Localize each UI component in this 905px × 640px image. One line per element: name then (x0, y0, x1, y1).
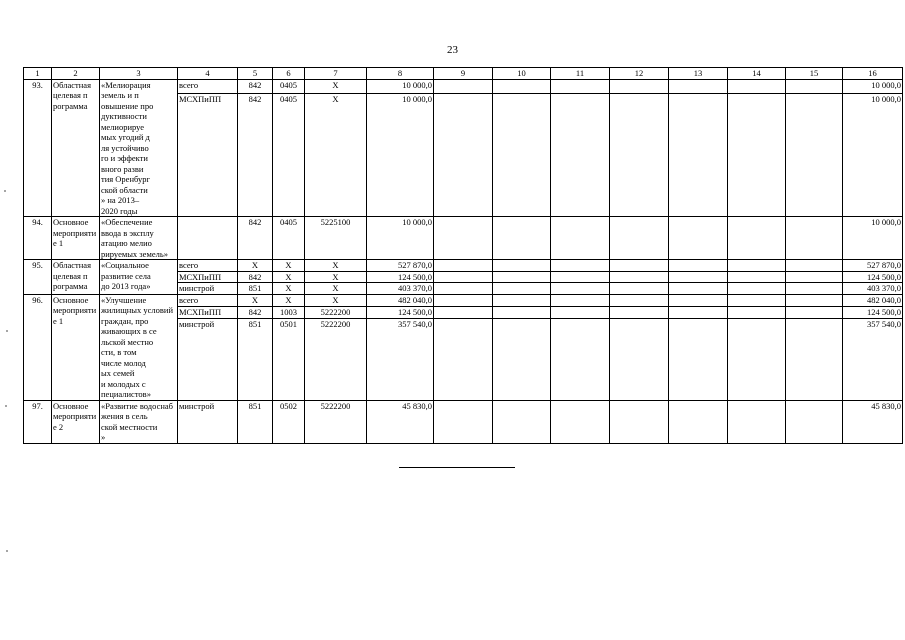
amount-col-16: 124 500,0 (843, 271, 903, 283)
empty-cell-col-12 (610, 79, 669, 93)
empty-cell-col-13 (669, 217, 728, 260)
empty-cell-col-11 (551, 306, 610, 318)
amount-col-16: 357 540,0 (843, 318, 903, 400)
empty-cell-col-12 (610, 318, 669, 400)
empty-cell-col-15 (786, 217, 843, 260)
section-code: 1003 (273, 306, 305, 318)
empty-cell-col-13 (669, 271, 728, 283)
empty-cell-col-12 (610, 271, 669, 283)
header-col-16: 16 (843, 68, 903, 80)
scan-speck (6, 330, 8, 332)
empty-cell-col-9 (434, 217, 493, 260)
empty-cell-col-10 (493, 79, 551, 93)
header-col-3: 3 (100, 68, 178, 80)
empty-cell-col-13 (669, 283, 728, 295)
section-code: 0502 (273, 400, 305, 443)
empty-cell-col-10 (493, 283, 551, 295)
header-col-11: 11 (551, 68, 610, 80)
ministry-code: X (238, 260, 273, 272)
row-number: 94. (24, 217, 52, 260)
section-code: X (273, 271, 305, 283)
header-col-12: 12 (610, 68, 669, 80)
empty-cell-col-14 (728, 400, 786, 443)
empty-cell-col-10 (493, 318, 551, 400)
total-amount: 10 000,0 (367, 93, 434, 216)
total-amount: 527 870,0 (367, 260, 434, 272)
empty-cell-col-15 (786, 79, 843, 93)
empty-cell-col-14 (728, 294, 786, 306)
empty-cell-col-12 (610, 400, 669, 443)
program-title: «Развитие водоснаб жения в сель ской местности » (100, 400, 178, 443)
empty-cell-col-14 (728, 260, 786, 272)
empty-cell-col-12 (610, 283, 669, 295)
amount-col-16: 10 000,0 (843, 93, 903, 216)
section-code: 0405 (273, 79, 305, 93)
empty-cell-col-15 (786, 400, 843, 443)
empty-cell-col-10 (493, 271, 551, 283)
program-type: Основное мероприяти е 1 (52, 294, 100, 400)
row-number: 97. (24, 400, 52, 443)
ministry-code: X (238, 294, 273, 306)
empty-cell-col-14 (728, 217, 786, 260)
table-row (24, 79, 903, 93)
article-code: 5225100 (305, 217, 367, 260)
empty-cell-col-9 (434, 93, 493, 216)
ministry-code: 851 (238, 318, 273, 400)
empty-cell-col-11 (551, 294, 610, 306)
header-col-5: 5 (238, 68, 273, 80)
executor: минстрой (178, 318, 238, 400)
table-row (24, 217, 903, 260)
row-number: 93. (24, 79, 52, 217)
empty-cell-col-11 (551, 271, 610, 283)
total-amount: 124 500,0 (367, 271, 434, 283)
empty-cell-col-14 (728, 79, 786, 93)
empty-cell-col-11 (551, 79, 610, 93)
empty-cell-col-11 (551, 217, 610, 260)
empty-cell-col-9 (434, 294, 493, 306)
empty-cell-col-11 (551, 93, 610, 216)
empty-cell-col-13 (669, 400, 728, 443)
empty-cell-col-9 (434, 283, 493, 295)
page-number: 23 (447, 44, 458, 56)
program-type: Областная целевая п рограмма (52, 260, 100, 295)
empty-cell-col-10 (493, 306, 551, 318)
empty-cell-col-15 (786, 260, 843, 272)
empty-cell-col-15 (786, 283, 843, 295)
program-title: «Социальное развитие села до 2013 года» (100, 260, 178, 295)
empty-cell-col-9 (434, 318, 493, 400)
empty-cell-col-15 (786, 306, 843, 318)
header-col-13: 13 (669, 68, 728, 80)
total-amount: 10 000,0 (367, 79, 434, 93)
total-amount: 45 830,0 (367, 400, 434, 443)
total-amount: 482 040,0 (367, 294, 434, 306)
article-code: 5222200 (305, 400, 367, 443)
empty-cell-col-13 (669, 294, 728, 306)
row-number: 96. (24, 294, 52, 400)
section-code: X (273, 294, 305, 306)
executor: МСХПиПП (178, 271, 238, 283)
empty-cell-col-11 (551, 283, 610, 295)
article-code: X (305, 271, 367, 283)
article-code: 5222200 (305, 318, 367, 400)
article-code: X (305, 283, 367, 295)
header-col-9: 9 (434, 68, 493, 80)
scan-speck (5, 405, 7, 407)
empty-cell-col-9 (434, 260, 493, 272)
empty-cell-col-9 (434, 400, 493, 443)
empty-cell-col-13 (669, 93, 728, 216)
total-amount: 10 000,0 (367, 217, 434, 260)
empty-cell-col-10 (493, 400, 551, 443)
executor: всего (178, 294, 238, 306)
header-col-14: 14 (728, 68, 786, 80)
section-code: 0405 (273, 217, 305, 260)
executor (178, 217, 238, 260)
empty-cell-col-14 (728, 283, 786, 295)
section-code: X (273, 283, 305, 295)
amount-col-16: 527 870,0 (843, 260, 903, 272)
header-col-10: 10 (493, 68, 551, 80)
empty-cell-col-9 (434, 306, 493, 318)
empty-cell-col-10 (493, 93, 551, 216)
header-col-8: 8 (367, 68, 434, 80)
ministry-code: 842 (238, 93, 273, 216)
empty-cell-col-15 (786, 93, 843, 216)
program-type: Основное мероприяти е 2 (52, 400, 100, 443)
program-type: Основное мероприяти е 1 (52, 217, 100, 260)
total-amount: 357 540,0 (367, 318, 434, 400)
empty-cell-col-14 (728, 318, 786, 400)
empty-cell-col-13 (669, 318, 728, 400)
amount-col-16: 124 500,0 (843, 306, 903, 318)
program-title: «Мелиорация земель и п овышение про дуктивности мелиорируе мых угодий д ля устойчиво го и эффекти вного разви тия Оренбург ской области » на 2013– 2020 годы (100, 79, 178, 217)
section-code: 0501 (273, 318, 305, 400)
budget-table (23, 67, 903, 444)
empty-cell-col-12 (610, 217, 669, 260)
empty-cell-col-9 (434, 271, 493, 283)
header-col-7: 7 (305, 68, 367, 80)
program-type: Областная целевая п рограмма (52, 79, 100, 217)
ministry-code: 842 (238, 79, 273, 93)
article-code: X (305, 294, 367, 306)
empty-cell-col-13 (669, 79, 728, 93)
header-col-6: 6 (273, 68, 305, 80)
section-code: X (273, 260, 305, 272)
article-code: 5222200 (305, 306, 367, 318)
empty-cell-col-15 (786, 294, 843, 306)
empty-cell-col-13 (669, 260, 728, 272)
ministry-code: 851 (238, 400, 273, 443)
executor: минстрой (178, 283, 238, 295)
article-code: X (305, 93, 367, 216)
empty-cell-col-12 (610, 306, 669, 318)
row-number: 95. (24, 260, 52, 295)
total-amount: 403 370,0 (367, 283, 434, 295)
program-title: «Улучшение жилищных условий граждан, про живающих в се льской местно сти, в том числе молод ых семей и молодых с пециалистов» (100, 294, 178, 400)
header-col-15: 15 (786, 68, 843, 80)
empty-cell-col-11 (551, 400, 610, 443)
table-row (24, 294, 903, 306)
article-code: X (305, 79, 367, 93)
table-row (24, 260, 903, 272)
header-row (24, 68, 903, 80)
ministry-code: 842 (238, 271, 273, 283)
executor: минстрой (178, 400, 238, 443)
amount-col-16: 10 000,0 (843, 79, 903, 93)
total-amount: 124 500,0 (367, 306, 434, 318)
empty-cell-col-12 (610, 294, 669, 306)
executor: всего (178, 260, 238, 272)
empty-cell-col-9 (434, 79, 493, 93)
footer-rule (399, 467, 515, 468)
executor: МСХПиПП (178, 93, 238, 216)
header-col-1: 1 (24, 68, 52, 80)
empty-cell-col-14 (728, 271, 786, 283)
empty-cell-col-10 (493, 294, 551, 306)
empty-cell-col-10 (493, 217, 551, 260)
section-code: 0405 (273, 93, 305, 216)
empty-cell-col-12 (610, 93, 669, 216)
amount-col-16: 10 000,0 (843, 217, 903, 260)
header-col-2: 2 (52, 68, 100, 80)
table-row (24, 400, 903, 443)
empty-cell-col-15 (786, 271, 843, 283)
empty-cell-col-15 (786, 318, 843, 400)
executor: всего (178, 79, 238, 93)
executor: МСХПиПП (178, 306, 238, 318)
empty-cell-col-11 (551, 260, 610, 272)
amount-col-16: 45 830,0 (843, 400, 903, 443)
empty-cell-col-12 (610, 260, 669, 272)
empty-cell-col-14 (728, 306, 786, 318)
empty-cell-col-14 (728, 93, 786, 216)
scan-speck (6, 550, 8, 552)
program-title: «Обеспечение ввода в эксплу атацию мелио рируемых земель» (100, 217, 178, 260)
amount-col-16: 482 040,0 (843, 294, 903, 306)
amount-col-16: 403 370,0 (843, 283, 903, 295)
header-col-4: 4 (178, 68, 238, 80)
ministry-code: 851 (238, 283, 273, 295)
ministry-code: 842 (238, 217, 273, 260)
empty-cell-col-11 (551, 318, 610, 400)
article-code: X (305, 260, 367, 272)
ministry-code: 842 (238, 306, 273, 318)
scan-speck (4, 190, 6, 192)
empty-cell-col-10 (493, 260, 551, 272)
empty-cell-col-13 (669, 306, 728, 318)
